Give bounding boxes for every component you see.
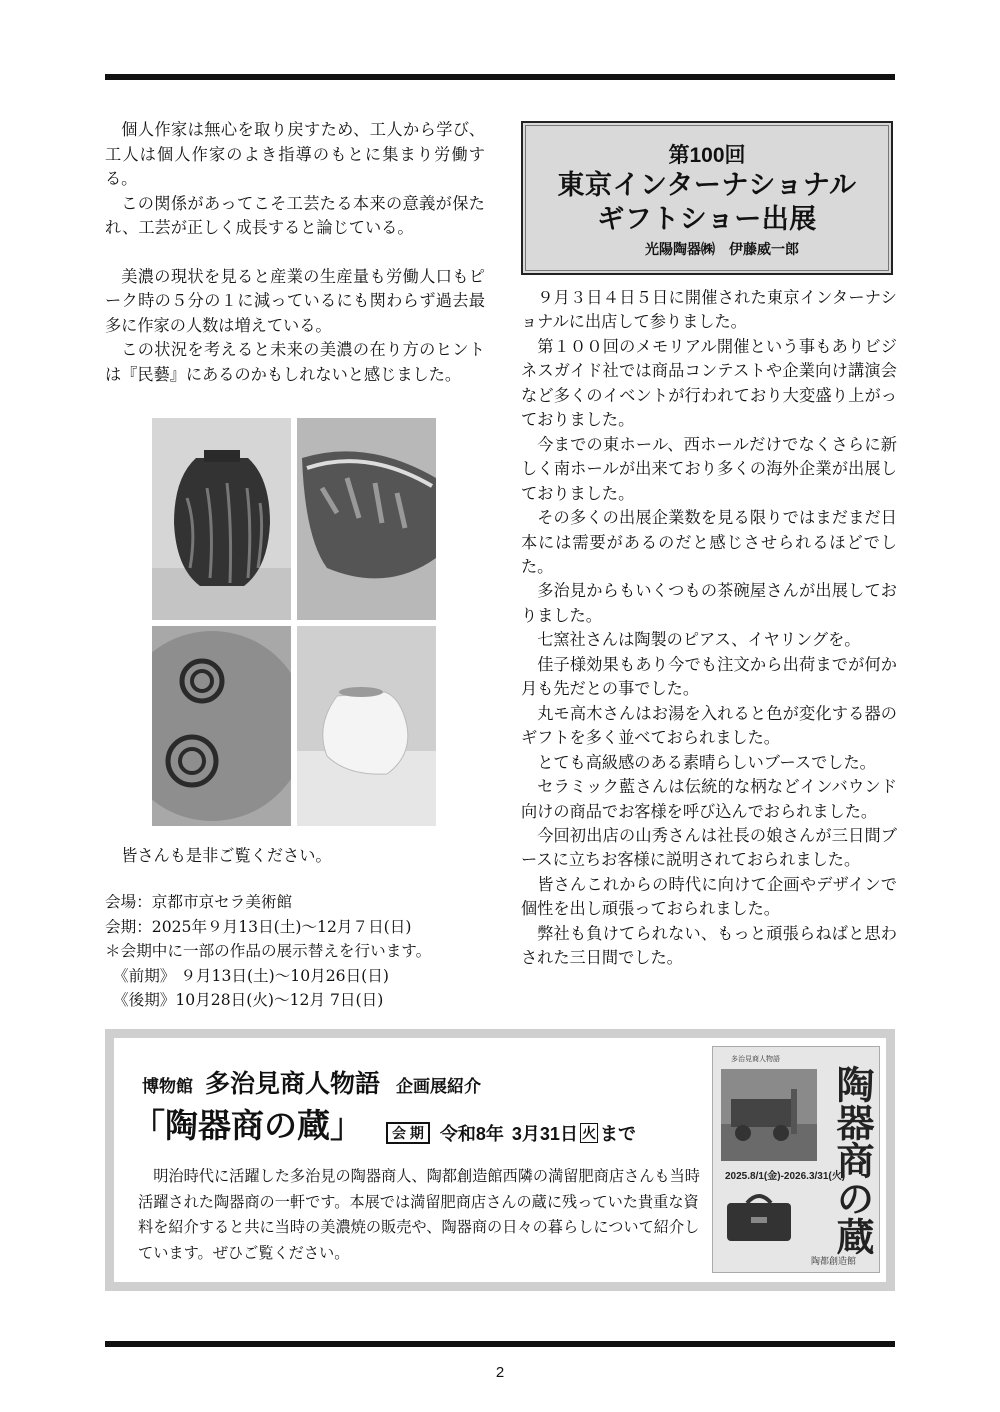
right-paragraph: 第１００回のメモリアル開催という事もありビジネスガイド社では商品コンテストや企業向け講演会など多くのイベントが行われており大変盛り上がっておりました。	[521, 336, 897, 430]
exhibit-first-half: 《前期》 ９月13日(土)～10月26日(日)	[113, 966, 389, 985]
vase-photo	[152, 418, 291, 620]
right-paragraph: 七窯社さんは陶製のピアス、イヤリングを。	[537, 630, 861, 650]
museum-label: 博物館	[142, 1077, 193, 1096]
exhibit-note: ＊会期中に一部の作品の展示替えを行います。	[105, 942, 432, 960]
exhibit-info	[105, 890, 495, 1013]
museum-heading	[142, 1064, 481, 1100]
poster-dates: 2025.8/1(金)-2026.3/31(火)	[725, 1171, 846, 1182]
museum-series-name: 多治見商人物語	[205, 1070, 381, 1098]
article-title-line1: 第100回	[668, 144, 746, 167]
white-jar-photo	[297, 626, 436, 826]
closing-text: 皆さんも是非ご覧ください。	[121, 846, 332, 865]
right-paragraph: ９月３日４日５日に開催された東京インターナショナルに出店して参りました。	[521, 288, 897, 332]
right-paragraph: 丸モ高木さんはお湯を入れると色が変化する器のギフトを多く並べておられました。	[521, 703, 897, 748]
left-paragraph: 美濃の現状を見ると産業の生産量も労働人口もピーク時の５分の１に減っているにも関わらず過去最多に作家の人数は増えている。	[105, 266, 485, 335]
period-suffix: まで	[599, 1124, 636, 1144]
right-paragraph: その多くの出展企業数を見る限りではまだまだ日本には需要があるのだと感じさせられるほどでした。	[521, 508, 897, 576]
article-title-line2: 東京インターナショナル	[557, 170, 857, 200]
poster-photo	[721, 1069, 817, 1161]
right-paragraph: 佳子様効果もあり今でも注文から出荷までが何か月も先だとの事でした。	[521, 654, 897, 699]
poster-bag-image	[723, 1189, 795, 1245]
poster-museum-name: 陶都創造館	[811, 1256, 857, 1266]
right-paragraph: 弊社も負けてられない、もっと頑張らねばと思わされた三日間でした。	[521, 923, 897, 968]
bowl-photo	[297, 418, 436, 620]
right-paragraph: 今回初出店の山秀さんは社長の娘さんが三日間ブースに立ちお客様に説明されておられました。	[521, 825, 897, 870]
poster-small-title: 多治見商人物語	[731, 1056, 780, 1063]
top-rule	[105, 74, 895, 80]
right-column	[521, 286, 897, 971]
period-date: 3月31日	[511, 1124, 578, 1144]
left-paragraph: この関係があってこそ工芸たる本来の意義が保たれ、工芸が正しく成長すると論じている。	[105, 193, 485, 237]
exhibition-period	[386, 1120, 636, 1146]
left-paragraph: 個人作家は無心を取り戻すため、工人から学び、工人は個人作家のよき指導のもとに集まり労働する。	[105, 120, 485, 188]
right-paragraph: 今までの東ホール、西ホールだけでなくさらに新しく南ホールが出来ており多くの海外企業が出展しておりました。	[521, 434, 897, 503]
left-paragraph: この状況を考えると未来の美濃の在り方のヒントは『民藝』にあるのかもしれないと感じました。	[105, 340, 485, 384]
left-column	[105, 118, 485, 387]
period-day-badge: 火	[581, 1125, 596, 1141]
exhibit-period: 会期：2025年９月13日(土)～12月７日(日)	[105, 917, 412, 936]
right-paragraph: 皆さんこれからの時代に向けて企画やデザインで個性を出し頑張っておられました。	[521, 874, 897, 919]
museum-label-intro: 企画展紹介	[396, 1077, 482, 1096]
period-prefix: 令和8年	[439, 1124, 504, 1144]
exhibition-description: 明治時代に活躍した多治見の陶器商人、陶都創造館西隣の満留肥商店さんも当時活躍された陶器商の一軒です。本展では満留肥商店さんの蔵に残っていた貴重な資料を紹介すると共に当時の美濃焼の販売や、陶器商の日々の暮らしについて紹介しています。ぜひご覧ください。	[138, 1168, 700, 1262]
museum-exhibition-box	[105, 1029, 895, 1291]
right-paragraph: 多治見からもいくつもの茶碗屋さんが出展しておりました。	[521, 581, 897, 625]
exhibit-venue: 会場：京都市京セラ美術館	[105, 893, 293, 911]
period-label: 会 期	[386, 1122, 430, 1144]
pottery-photo-grid	[152, 418, 436, 826]
article-author: 光陽陶器㈱ 伊藤威一郎	[645, 241, 799, 257]
exhibit-second-half: 《後期》10月28日(火)～12月 7日(日)	[113, 991, 384, 1009]
bottom-rule	[105, 1341, 895, 1347]
exhibition-poster	[712, 1046, 880, 1273]
plate-photo	[152, 626, 291, 826]
poster-vertical-title: 陶器商の蔵	[830, 1065, 875, 1255]
article-title-line3: ギフトショー出展	[597, 204, 817, 234]
right-paragraph: とても高級感のある素晴らしいブースでした。	[537, 752, 876, 772]
exhibition-title: 「陶器商の蔵」	[132, 1107, 363, 1144]
page-number: 2	[495, 1364, 505, 1381]
right-paragraph: セラミック藍さんは伝統的な柄などインバウンド向けの商品でお客様を呼び込んでおられました。	[521, 777, 897, 821]
article-title-box	[521, 121, 893, 275]
